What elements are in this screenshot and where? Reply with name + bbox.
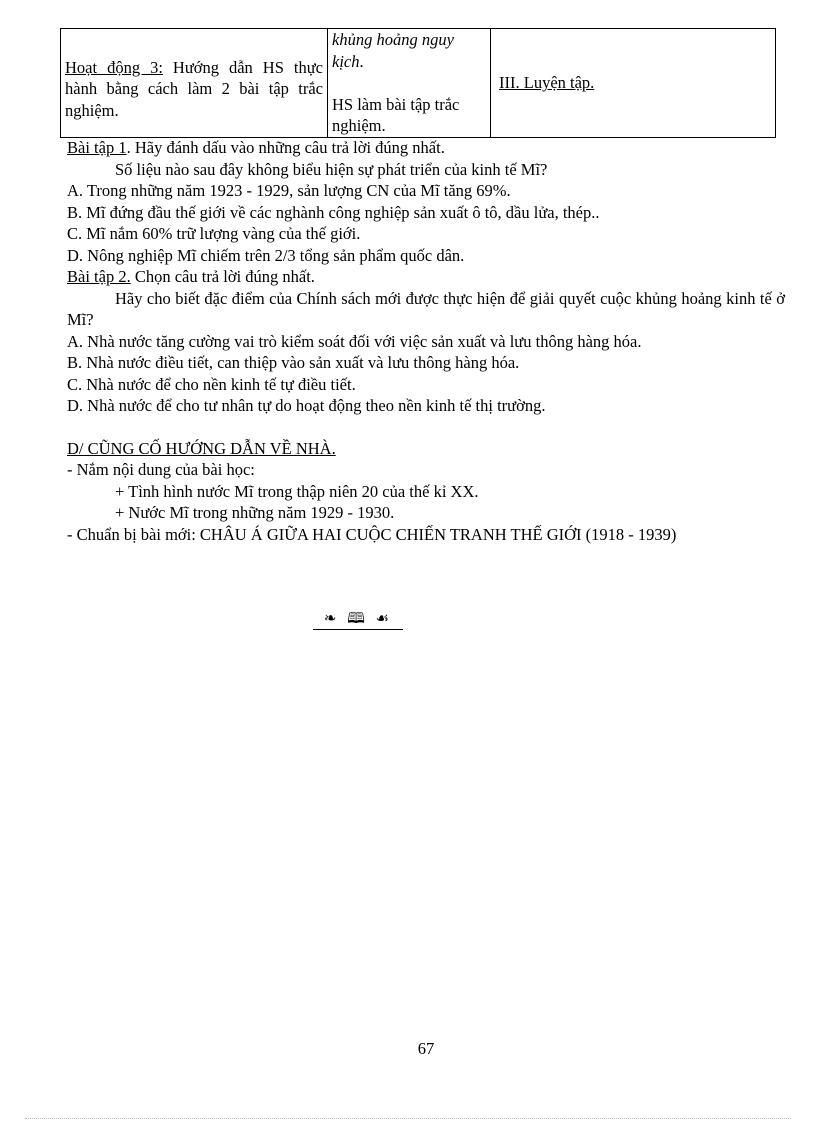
exercise-1-option-d: D. Nông nghiệp Mĩ chiếm trên 2/3 tổng sản phẩm quốc dân. [67, 245, 465, 265]
exercise-1-option-c: C. Mĩ nắm 60% trữ lượng vàng của thế giới. [67, 224, 361, 243]
ornament-divider: ❧ 🕮 ☙ [313, 607, 403, 630]
activity-text: Hướng dẫn HS thực hành bằng cách làm 2 bài tập trắc nghiệm. [65, 57, 323, 120]
section-d-line-1: - Nắm nội dung của bài học: [67, 460, 255, 479]
student-line-1: khủng hoảng nguy [332, 30, 454, 49]
section-d-heading: D/ CŨNG CỐ HƯỚNG DẪN VỀ NHÀ. [67, 438, 336, 458]
exercise-2-heading: Bài tập 2. Chọn câu trả lời đúng nhất. [67, 267, 315, 286]
document-body [67, 137, 785, 545]
section-d-line-2: - Chuẩn bị bài mới: CHÂU Á GIỮA HAI CUỘC CHIẾN TRANH THẾ GIỚI (1918 - 1939) [67, 524, 677, 544]
activity-cell [61, 29, 328, 138]
activity-label: Hoạt động 3: [65, 57, 163, 77]
lesson-table [60, 28, 776, 138]
content-cell [491, 29, 776, 138]
exercise-2-option-b: B. Nhà nước điều tiết, can thiệp vào sản xuất và lưu thông hàng hóa. [67, 353, 520, 372]
exercise-1-heading: Bài tập 1. Hãy đánh dấu vào những câu trả lời đúng nhất. [67, 138, 445, 157]
exercise-2-option-c: C. Nhà nước để cho nền kinh tế tự điều tiết. [67, 374, 356, 394]
page-number: 67 [417, 1039, 435, 1058]
page-bottom-rule [25, 1118, 791, 1119]
exercise-2-option-a: A. Nhà nước tăng cường vai trò kiểm soát đối với việc sản xuất và lưu thông hàng hóa. [67, 331, 642, 351]
exercise-2-option-d: D. Nhà nước để cho tư nhân tự do hoạt động theo nền kinh tế thị trường. [67, 396, 546, 415]
exercise-1-option-b: B. Mĩ đứng đầu thế giới về các nghành công nghiệp sản xuất ô tô, dầu lửa, thép.. [67, 202, 600, 222]
content-heading: III. Luyện tập. [499, 73, 595, 92]
section-d-sub-1: + Tình hình nước Mĩ trong thập niên 20 của thế kỉ XX. [115, 481, 479, 501]
student-line-3: HS làm bài tập trắc [332, 94, 460, 114]
exercise-1-option-a: A. Trong những năm 1923 - 1929, sản lượng CN của Mĩ tăng 69%. [67, 181, 511, 200]
student-cell [328, 29, 491, 138]
exercise-1-question: Số liệu nào sau đây không biểu hiện sự phát triển của kinh tế Mĩ? [115, 159, 548, 179]
section-d-sub-2: + Nước Mĩ trong những năm 1929 - 1930. [115, 503, 395, 522]
student-line-4: nghiệm. [332, 116, 386, 135]
exercise-2-question: Hãy cho biết đặc điểm của Chính sách mới được thực hiện để giải quyết cuộc khủng hoảng kinh tế ở Mĩ? [67, 288, 785, 329]
student-line-2: kịch. [332, 51, 364, 71]
